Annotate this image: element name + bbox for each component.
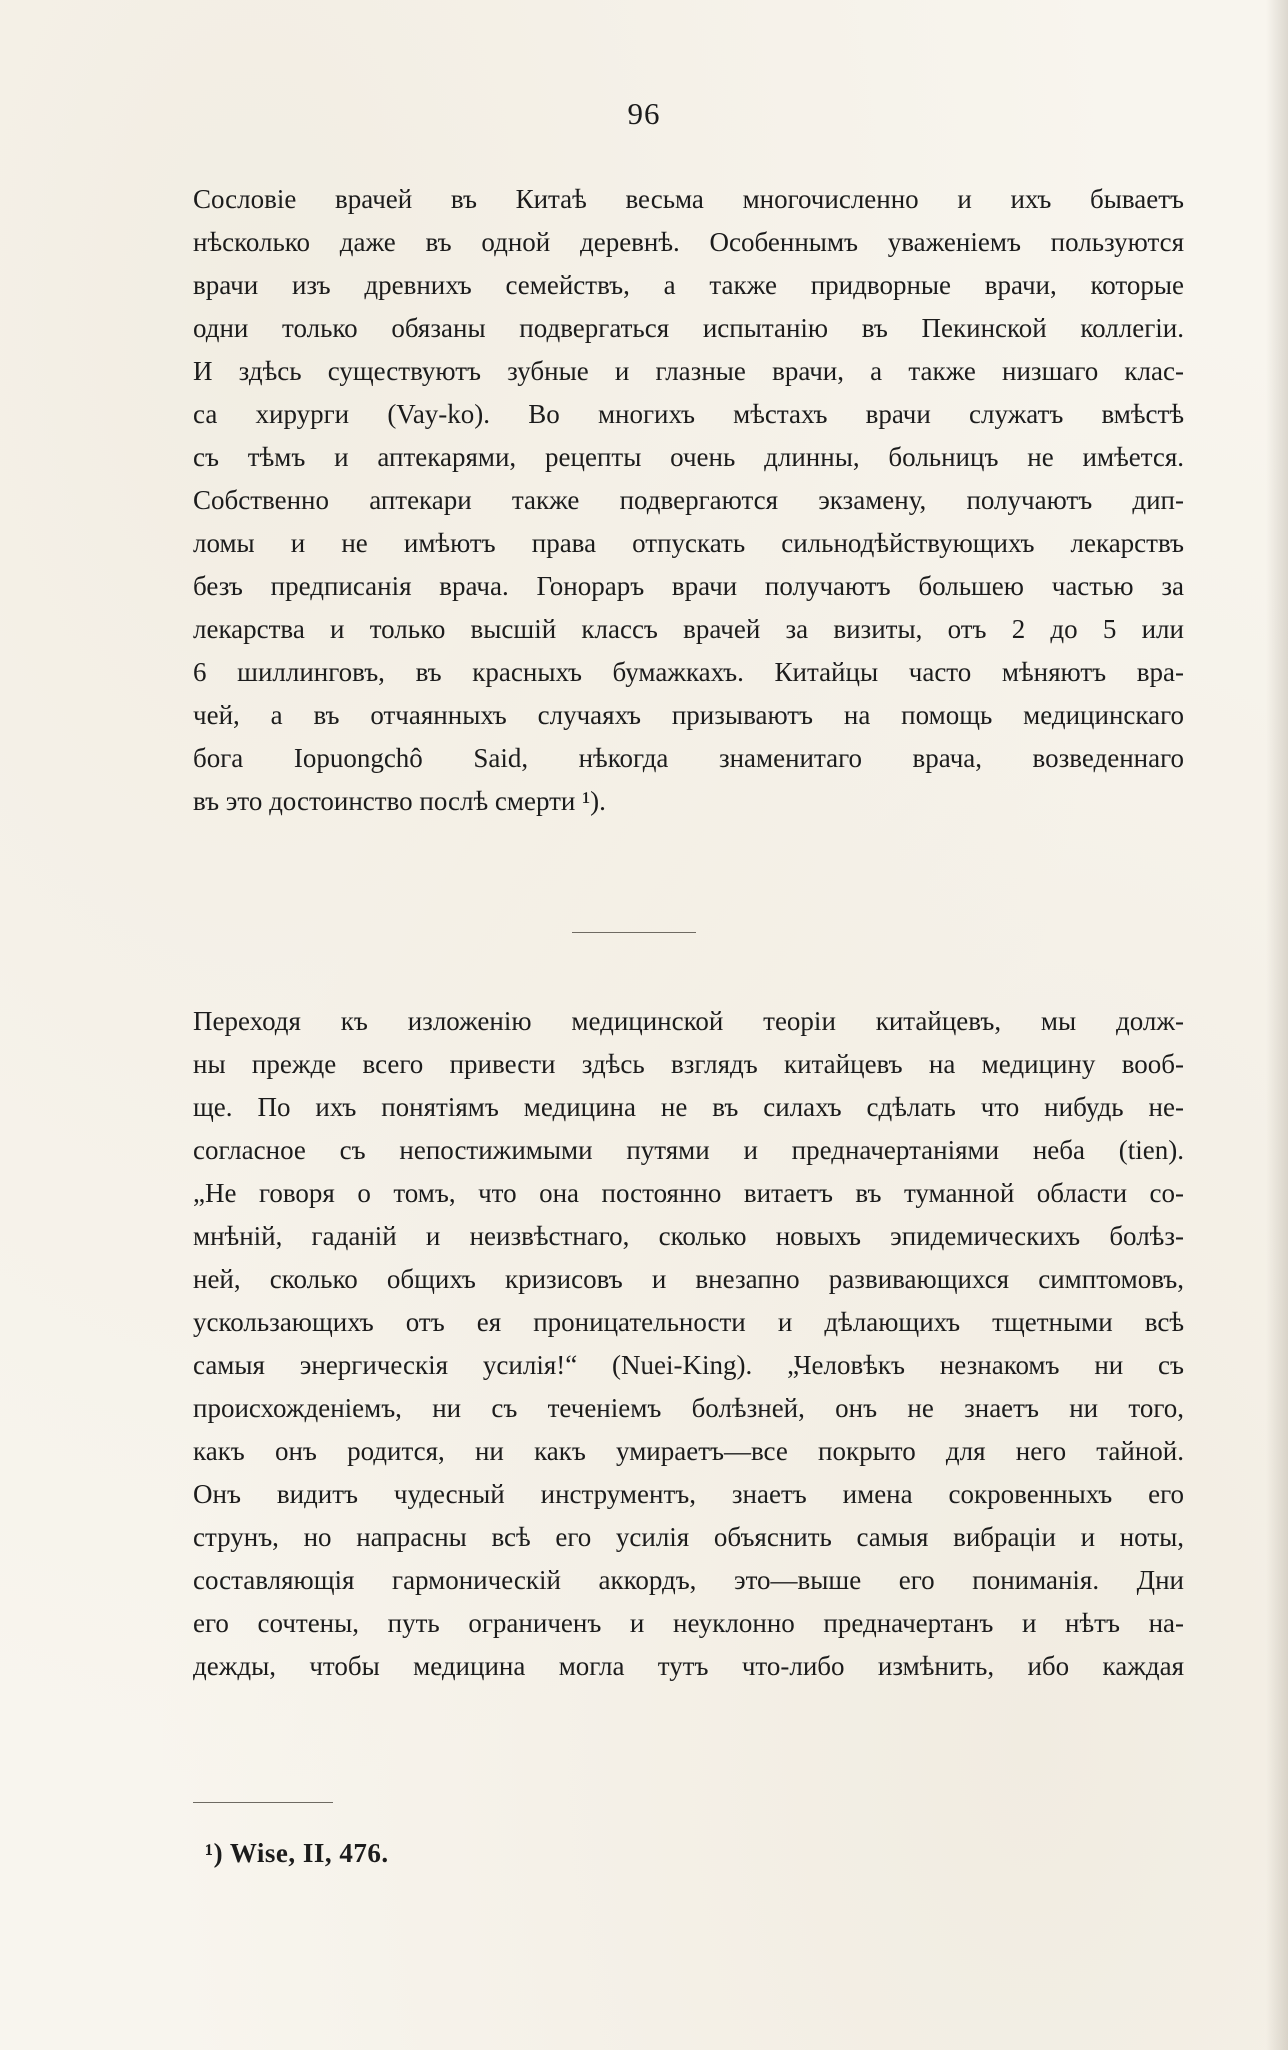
text-line: са хирурги (Vay-ko). Во многихъ мѣстахъ врачи служатъ вмѣстѣ	[193, 399, 1184, 429]
text-line: Сословіе врачей въ Китаѣ весьма многочисленно и ихъ бываетъ	[193, 184, 1184, 214]
text-line: Переходя къ изложенію медицинской теоріи китайцевъ, мы долж-	[193, 1006, 1184, 1036]
page-number: 96	[627, 96, 661, 131]
paragraph-physicians	[193, 178, 1184, 823]
text-line: ломы и не имѣютъ права отпускать сильнодѣйствующихъ лекарствъ	[193, 528, 1184, 558]
text-line: согласное съ непостижимыми путями и предначертаніями неба (tien).	[193, 1135, 1184, 1165]
footnote-rule	[193, 1802, 333, 1803]
text-line: нѣсколько даже въ одной деревнѣ. Особеннымъ уваженіемъ пользуются	[193, 227, 1184, 257]
text-line: Собственно аптекари также подвергаются экзамену, получаютъ дип-	[193, 485, 1184, 515]
page-edge-shadow	[1266, 0, 1288, 2050]
text-line: ней, сколько общихъ кризисовъ и внезапно развивающихся симптомовъ,	[193, 1264, 1184, 1294]
section-separator	[572, 932, 696, 933]
text-line: „Не говоря о томъ, что она постоянно витаетъ въ туманной области со-	[193, 1178, 1184, 1208]
footnote-marker: ¹)	[205, 1838, 224, 1868]
text-line: чей, а въ отчаянныхъ случаяхъ призываютъ на помощь медицинскаго	[193, 700, 1184, 730]
text-line: составляющія гармоническій аккордъ, это—выше его пониманія. Дни	[193, 1565, 1184, 1595]
text-line: И здѣсь существуютъ зубные и глазные врачи, а также низшаго клас-	[193, 356, 1184, 386]
text-line: лекарства и только высшій классъ врачей за визиты, отъ 2 до 5 или	[193, 614, 1184, 644]
text-line: ще. По ихъ понятіямъ медицина не въ силахъ сдѣлать что нибудь не-	[193, 1092, 1184, 1122]
text-line: Онъ видитъ чудесный инструментъ, знаетъ имена сокровенныхъ его	[193, 1479, 1184, 1509]
text-line: безъ предписанія врача. Гонораръ врачи получаютъ большею частью за	[193, 571, 1184, 601]
text-line: бога Iopuongchô Said, нѣкогда знаменитаго врача, возведеннаго	[193, 743, 1184, 773]
footnote-text: Wise, II, 476.	[229, 1838, 389, 1868]
text-line: врачи изъ древнихъ семействъ, а также придворные врачи, которые	[193, 270, 1184, 300]
text-line: въ это достоинство послѣ смерти ¹).	[193, 786, 606, 816]
text-line: 6 шиллинговъ, въ красныхъ бумажкахъ. Китайцы часто мѣняютъ вра-	[193, 657, 1184, 687]
text-line: ны прежде всего привести здѣсь взглядъ китайцевъ на медицину вооб-	[193, 1049, 1184, 1079]
paragraph-medical-theory	[193, 1000, 1184, 1688]
text-line: какъ онъ родится, ни какъ умираетъ—все покрыто для него тайной.	[193, 1436, 1184, 1466]
text-line: происхожденіемъ, ни съ теченіемъ болѣзней, онъ не знаетъ ни того,	[193, 1393, 1184, 1423]
text-line: ускользающихъ отъ ея проницательности и дѣлающихъ тщетными всѣ	[193, 1307, 1184, 1337]
text-line: мнѣній, гаданій и неизвѣстнаго, сколько новыхъ эпидемическихъ болѣз-	[193, 1221, 1184, 1251]
text-line: одни только обязаны подвергаться испытанію въ Пекинской коллегіи.	[193, 313, 1184, 343]
text-line: съ тѣмъ и аптекарями, рецепты очень длинны, больницъ не имѣется.	[193, 442, 1184, 472]
text-line: дежды, чтобы медицина могла тутъ что-либо измѣнить, ибо каждая	[193, 1651, 1184, 1681]
text-line: струнъ, но напрасны всѣ его усилія объяснить самыя вибраціи и ноты,	[193, 1522, 1184, 1552]
text-line: его сочтены, путь ограниченъ и неуклонно предначертанъ и нѣтъ на-	[193, 1608, 1184, 1638]
footnote	[205, 1838, 389, 1869]
text-line: самыя энергическія усилія!“ (Nuei-King). „Человѣкъ незнакомъ ни съ	[193, 1350, 1184, 1380]
